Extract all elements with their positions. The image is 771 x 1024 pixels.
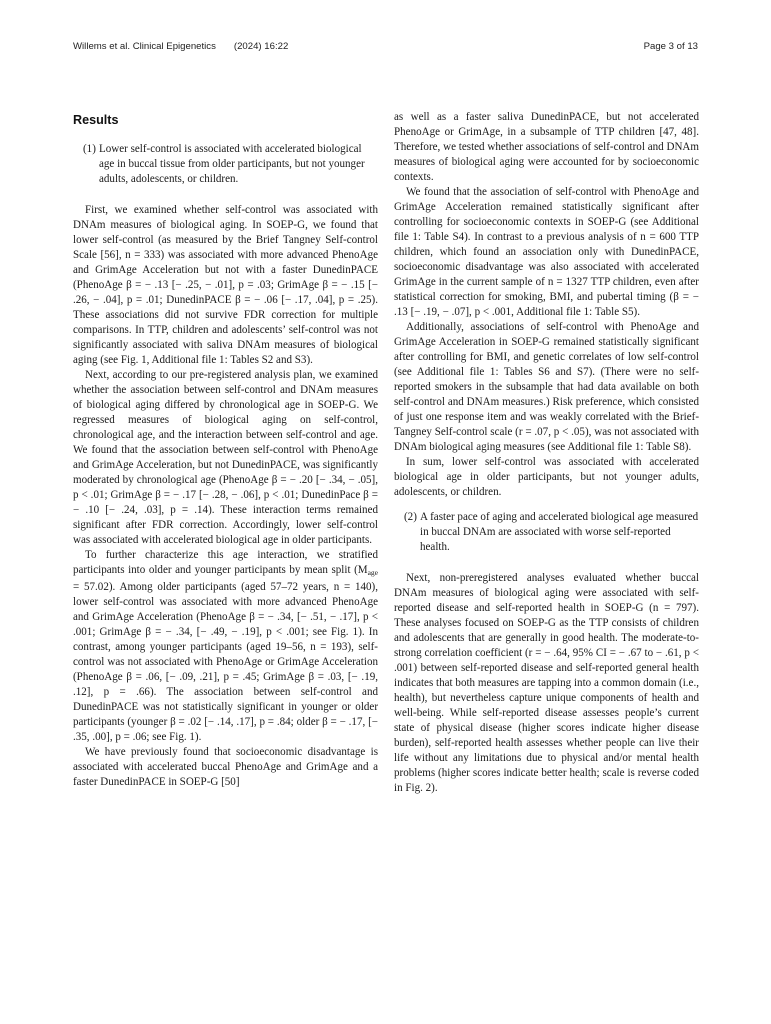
finding-1-text: Lower self-control is associated with accelerated biological age in buccal tissue from older participants, but not younger adults, adolescents, or children. bbox=[99, 143, 365, 185]
left-paragraph-3 bbox=[73, 548, 378, 745]
numbered-finding-1 bbox=[83, 142, 378, 187]
right-paragraph-5: Next, non-preregistered analyses evaluated whether buccal DNAm measures of biological aging were associated with self-reported disease and self-reported health in SOEP-G (n = 797). These analyses focused on SOEP-G as the TTP consists of children and adolescents that are generally in good health. The moderate-to-strong correlation coefficient (r = − .64, 95% CI = − .67 to − .61, p < .001) between self-reported disease and self-reported general health indicates that both measures are tapping into a common domain (i.e., health), but nevertheless capture unique components of health and well-being. While self-reported disease assesses people’s current state of physical disease (higher scores indicate higher disease burden), self-reported health assesses whether people can live their life without any limitations due to physical and/or mental health problems (higher scores indicate better health; scale is reverse coded in Fig. 2). bbox=[394, 572, 699, 794]
left-paragraph-3-rest: = 57.02). Among older participants (aged 57–72 years, n = 140), lower self-control was associated with more advanced PhenoAge and GrimAge Acceleration (PhenoAge β = − .34, [− .51, − .17], p < .001; GrimAge β = − .34, [− .49, − .19], p < .001; see Fig. 1). In contrast, among younger participants (aged 19–56, n = 193), self-control was not associated with PhenoAge or GrimAge Acceleration (PhenoAge β = .06, [− .09, .21], p = .45; GrimAge β = .03, [− .19, .12], p = .66). The association between self-control and DunedinPACE was not statistically significant in younger or older participants (younger β = .02 [− .14, .17], p = .84; older β = − .17, [− .35, .00], p = .06; see Fig. 1). bbox=[73, 581, 378, 743]
header-citation bbox=[73, 41, 288, 52]
running-header bbox=[73, 41, 698, 55]
right-paragraph-3: Additionally, associations of self-control with PhenoAge and GrimAge Acceleration in SOEP-G remained statistically significant after controlling for BMI, and genetic correlates of low self-control (see Additional file 1: Tables S6 and S7). (There were no self-reported smokers in the subsample that had data available on both self-control and DNAm measures.) Risk preference, which consisted of just one response item and was weakly correlated with the Brief-Tangney Self-control scale (r = .07, p < .05), was not associated with DNAm biological aging measures (see Additional file 1: Table S8). bbox=[394, 321, 699, 453]
right-paragraph-4: In sum, lower self-control was associated with accelerated biological age in older participants, but not younger adults, adolescents, or children. bbox=[394, 456, 699, 498]
left-column bbox=[73, 113, 378, 790]
mean-age-subscript: age bbox=[367, 568, 378, 577]
header-journal: Willems et al. Clinical Epigenetics bbox=[73, 41, 216, 52]
numbered-finding-2 bbox=[404, 510, 699, 555]
right-column bbox=[394, 110, 699, 796]
left-paragraph-2: Next, according to our pre-registered analysis plan, we examined whether the association between self-control and DNAm measures of biological aging differed by chronological age in SOEP-G. We regressed measures of biological aging on self-control, chronological age, and the interaction between self-control and age. We found that the association between self-control with PhenoAge and GrimAge Acceleration, but not DunedinPACE, was significantly moderated by chronological age (PhenoAge β = − .20 [− .34, − .05], p < .01; GrimAge β = − .17 [− .28, − .06], p < .01; DunedinPace β = − .10 [− .24, .03], p = .14). These interaction terms remained significant after FDR correction. Accordingly, lower self-control was associated with accelerated biological age in older participants. bbox=[73, 369, 378, 546]
header-page-number: Page 3 of 13 bbox=[643, 41, 698, 52]
left-paragraph-1: First, we examined whether self-control was associated with DNAm measures of biological aging. In SOEP-G, we found that lower self-control (as measured by the Brief Tangney Self-control Scale [56], n = 333) was associated with more advanced PhenoAge and GrimAge Acceleration but not with a faster DunedinPACE (PhenoAge β = − .13 [− .25, − .01], p = .03; GrimAge β = − .15 [− .26, − .04], p = .01; DunedinPACE β = − .06 [− .17, .04], p = .25). These associations did not survive FDR correction for multiple comparisons. In TTP, children and adolescents’ self-control was not significantly associated with saliva DNAm measures of biological aging (see Fig. 1, Additional file 1: Tables S2 and S3). bbox=[73, 204, 378, 366]
finding-2-text: A faster pace of aging and accelerated biological age measured in buccal DNAm are associated with worse self-reported health. bbox=[420, 511, 699, 553]
finding-1-number: (1) bbox=[83, 143, 96, 155]
right-paragraph-1: as well as a faster saliva DunedinPACE, but not accelerated PhenoAge or GrimAge, in a subsample of TTP children [47, 48]. Therefore, we tested whether associations of self-control and DNAm measures of biological aging were accounted for by socioeconomic contexts. bbox=[394, 111, 699, 183]
header-year-volume: (2024) 16:22 bbox=[233, 41, 289, 52]
section-title-results: Results bbox=[73, 113, 119, 127]
left-paragraph-3-start: To further characterize this age interaction, we stratified participants into older and younger participants by mean split (M bbox=[73, 549, 378, 576]
right-paragraph-2: We found that the association of self-control with PhenoAge and GrimAge Acceleration remained statistically significant after controlling for socioeconomic contexts in SOEP-G (see Additional file 1: Table S4). In contrast to a previous analysis of n = 600 TTP children, which found an association only with DunedinPACE, socioeconomic disadvantage was also associated with accelerated GrimAge in the current sample of n = 1327 TTP children, even after statistical correction for smoking, BMI, and pubertal timing (β = − .13 [− .19, − .07], p < .001, Additional file 1: Table S5). bbox=[394, 186, 699, 318]
left-paragraph-4: We have previously found that socioeconomic disadvantage is associated with accelerated buccal PhenoAge and GrimAge and a faster DunedinPACE in SOEP-G [50] bbox=[73, 746, 378, 788]
finding-2-number: (2) bbox=[404, 511, 417, 523]
